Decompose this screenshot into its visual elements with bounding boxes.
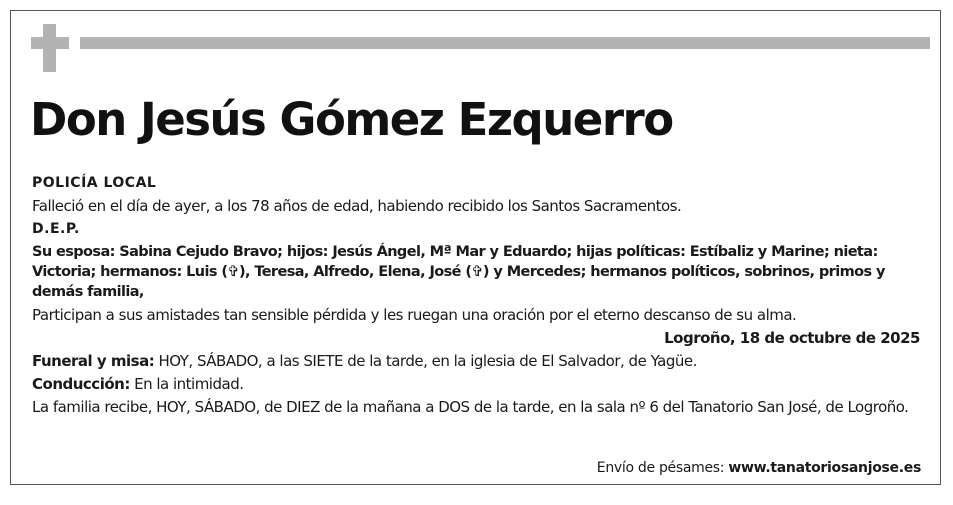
family-part-1: Su esposa: Sabina Cejudo Bravo; hijos: Jesús Ángel, Mª Mar y Eduardo; hijas políticas: Estíbaliz y Marine; nieta: Victoria; hermanos: Luis ( [32, 244, 878, 280]
conduccion-info [32, 373, 920, 396]
family-part-3: ) y Mercedes; hermanos políticos, sobrinos, primos y demás familia, [32, 264, 885, 300]
visitation-info: La familia recibe, HOY, SÁBADO, de DIEZ de la mañana a DOS de la tarde, en la sala nº 6 del Tanatorio San José, de Logroño. [32, 398, 909, 416]
family-list [32, 242, 920, 302]
death-notice: Falleció en el día de ayer, a los 78 años de edad, habiendo recibido los Santos Sacramentos. [32, 197, 682, 215]
conduccion-text: En la intimidad. [129, 375, 244, 393]
cross-symbol-icon: ✞ [471, 264, 483, 280]
condolences-link[interactable]: www.tanatoriosanjose.es [728, 460, 921, 476]
place-date: Logroño, 18 de octubre de 2025 [664, 329, 920, 347]
announcement: Participan a sus amistades tan sensible pérdida y les ruegan una oración por el eterno descanso de su alma. [32, 306, 797, 324]
cross-symbol-icon: ✞ [227, 264, 239, 280]
condolences-line [597, 458, 921, 478]
cross-icon [31, 24, 69, 72]
family-part-2: ), Teresa, Alfredo, Elena, José ( [238, 264, 472, 280]
deceased-name: Don Jesús Gómez Ezquerro [30, 93, 673, 146]
decorative-bar [80, 37, 930, 49]
funeral-info [32, 350, 920, 373]
dep-text: D.E.P. [32, 221, 80, 237]
obituary-body [32, 172, 920, 419]
funeral-text: HOY, SÁBADO, a las SIETE de la tarde, en la iglesia de El Salvador, de Yagüe. [154, 352, 697, 370]
condolences-label: Envío de pésames: [596, 460, 729, 476]
funeral-label: Funeral y misa: [32, 352, 155, 370]
occupation: POLICÍA LOCAL [32, 175, 157, 191]
conduccion-label: Conducción: [32, 375, 130, 393]
